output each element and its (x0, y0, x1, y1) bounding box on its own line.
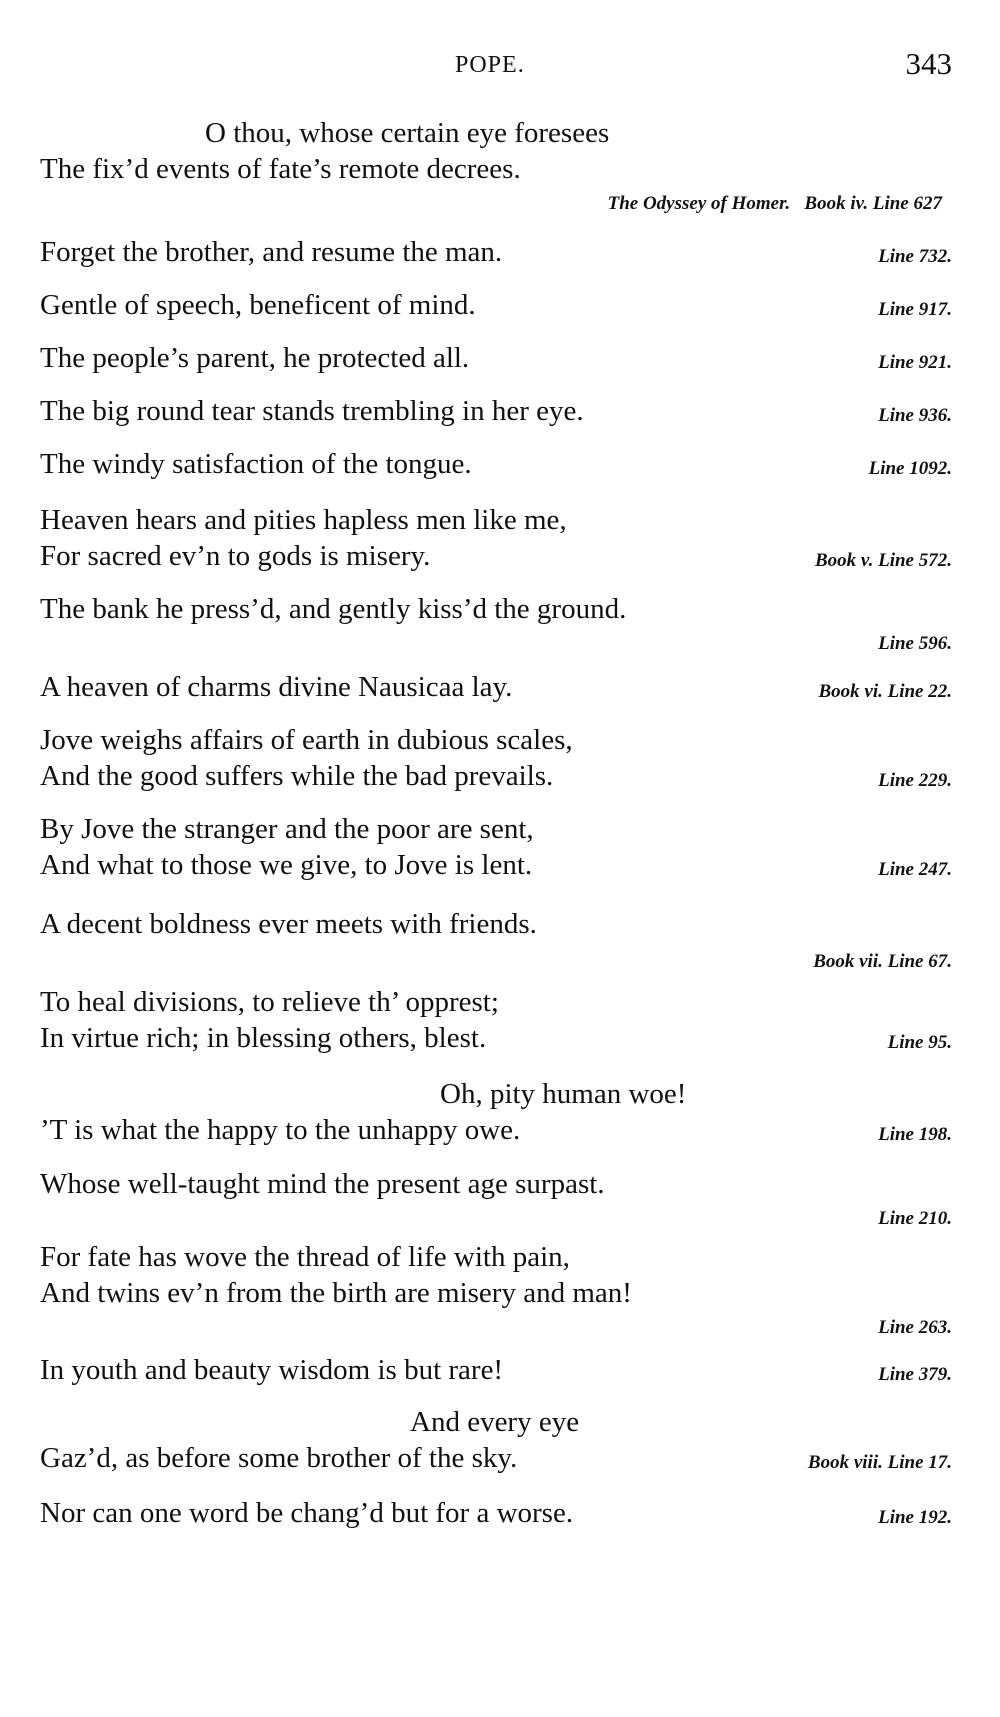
quote-line: And twins ev’n from the birth are misery and man! (40, 1277, 632, 1309)
quote-citation: Line 210. (878, 1208, 952, 1229)
quote-line: In youth and beauty wisdom is but rare! (40, 1354, 504, 1386)
quote-line: Oh, pity human woe! (440, 1078, 687, 1110)
running-head: POPE. (455, 52, 525, 78)
quote-citation: Book v. Line 572. (814, 550, 952, 571)
quote-citation: Line 596. (878, 633, 952, 654)
quote-line: The people’s parent, he protected all. (40, 342, 470, 374)
quote-line: And the good suffers while the bad prevails. (40, 760, 554, 792)
quote-citation: Line 732. (878, 246, 952, 267)
quote-citation: Line 917. (878, 299, 952, 320)
quote-line: The bank he press’d, and gently kiss’d the ground. (40, 593, 627, 625)
quote-citation: Line 1092. (868, 458, 952, 479)
quote-citation: Line 379. (878, 1364, 952, 1385)
quote-line: The windy satisfaction of the tongue. (40, 448, 472, 480)
quote-citation: Book vi. Line 22. (818, 681, 952, 702)
quote-citation: Line 95. (887, 1032, 952, 1053)
quote-line: By Jove the stranger and the poor are sent, (40, 813, 534, 845)
quote-line: A heaven of charms divine Nausicaa lay. (40, 671, 513, 703)
quote-line: The big round tear stands trembling in her eye. (40, 395, 584, 427)
quote-line: And every eye (410, 1406, 580, 1438)
quote-citation: Line 229. (878, 770, 952, 791)
quote-citation: Book viii. Line 17. (807, 1452, 952, 1473)
quote-citation: Line 263. (878, 1317, 952, 1338)
quote-line: In virtue rich; in blessing others, blest. (40, 1022, 487, 1054)
page-header (0, 46, 1000, 86)
quote-line: Nor can one word be chang’d but for a worse. (40, 1497, 574, 1529)
quote-line: Whose well-taught mind the present age surpast. (40, 1168, 605, 1200)
quote-citation: Line 198. (878, 1124, 952, 1145)
quote-line: Gaz’d, as before some brother of the sky. (40, 1442, 518, 1474)
quote-line: For sacred ev’n to gods is misery. (40, 540, 431, 572)
quote-citation: Book vii. Line 67. (813, 951, 952, 972)
quote-line: Jove weighs affairs of earth in dubious scales, (40, 724, 573, 756)
quote-citation: Line 247. (878, 859, 952, 880)
quote-citation: Line 192. (878, 1507, 952, 1528)
quote-line: O thou, whose certain eye foresees (205, 117, 610, 149)
quote-citation: Line 921. (878, 352, 952, 373)
quote-line: Heaven hears and pities hapless men like me, (40, 504, 567, 536)
quote-line: For fate has wove the thread of life with pain, (40, 1241, 570, 1273)
quote-line: Gentle of speech, beneficent of mind. (40, 289, 476, 321)
quote-line: To heal divisions, to relieve th’ opprest; (40, 986, 499, 1018)
quote-citation: The Odyssey of Homer. Book iv. Line 627 (607, 193, 942, 214)
quote-citation: Line 936. (878, 405, 952, 426)
quote-line: The fix’d events of fate’s remote decrees. (40, 153, 521, 185)
quote-line: Forget the brother, and resume the man. (40, 236, 503, 268)
quote-line: A decent boldness ever meets with friends. (40, 908, 537, 940)
quote-line: ’T is what the happy to the unhappy owe. (40, 1114, 521, 1146)
quote-line: And what to those we give, to Jove is lent. (40, 849, 533, 881)
page-number: 343 (905, 46, 952, 81)
